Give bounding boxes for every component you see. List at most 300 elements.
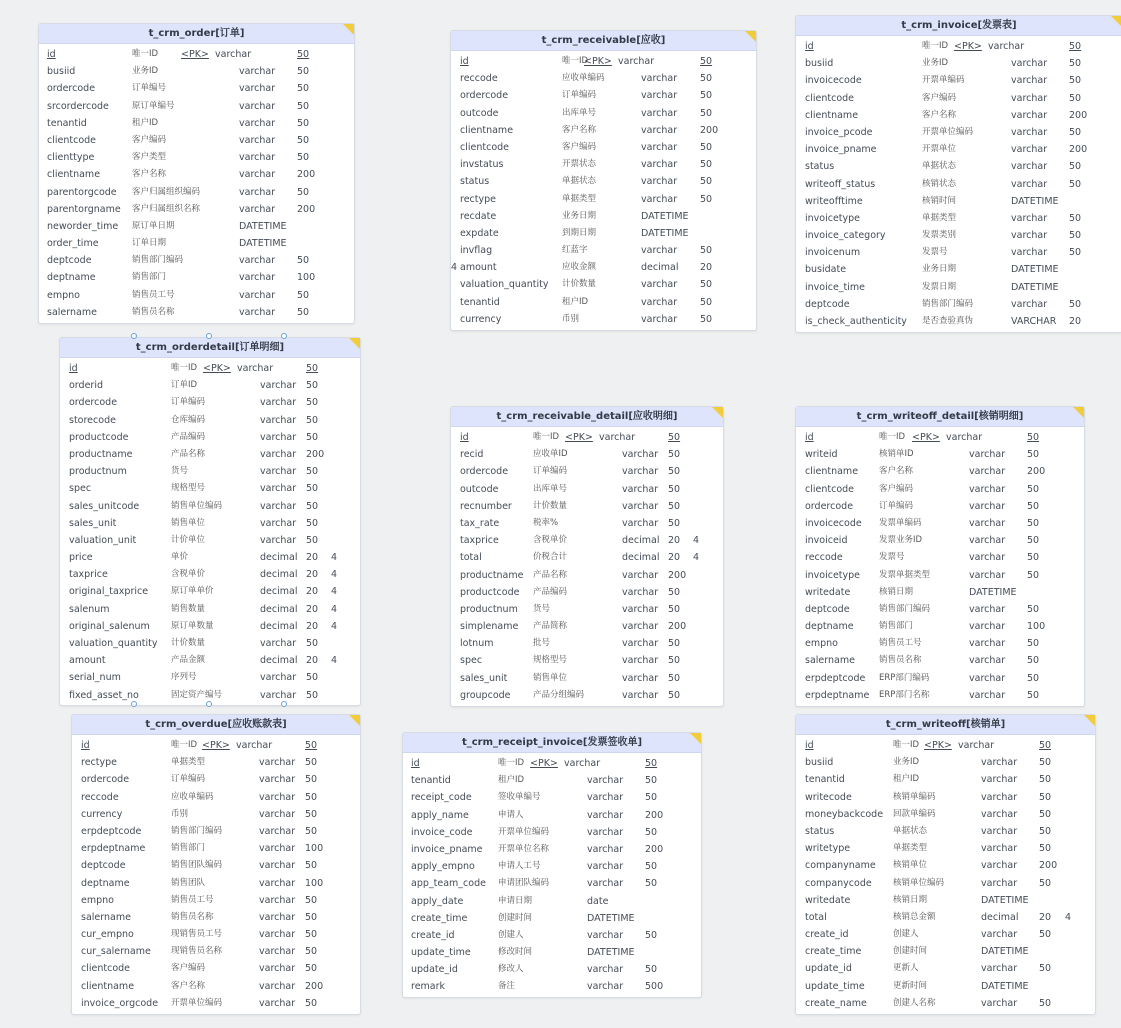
- table-row[interactable]: [72, 806, 360, 823]
- table-row[interactable]: [796, 446, 1084, 463]
- table-row[interactable]: [796, 737, 1095, 754]
- table-row[interactable]: [451, 446, 723, 463]
- table-row[interactable]: [796, 687, 1084, 704]
- table-row[interactable]: [796, 754, 1095, 771]
- table-row[interactable]: [796, 498, 1084, 515]
- table-row[interactable]: [451, 139, 756, 156]
- table-row[interactable]: [60, 566, 360, 583]
- table-row[interactable]: [796, 124, 1121, 141]
- table-row[interactable]: [796, 926, 1095, 943]
- column-name: moneybackcode: [805, 808, 884, 820]
- table-row[interactable]: [39, 252, 354, 269]
- table-t-crm-receipt-invoice[interactable]: [402, 732, 702, 998]
- column-comment: 销售团队: [171, 877, 206, 888]
- table-title[interactable]: [403, 733, 701, 753]
- table-row[interactable]: [796, 806, 1095, 823]
- table-row[interactable]: [451, 105, 756, 122]
- table-row[interactable]: [72, 857, 360, 874]
- table-row[interactable]: [403, 927, 701, 944]
- table-t-crm-overdue[interactable]: [71, 714, 361, 1015]
- table-row[interactable]: [451, 687, 723, 704]
- table-row[interactable]: [72, 840, 360, 857]
- table-row[interactable]: [39, 98, 354, 115]
- table-row[interactable]: [72, 978, 360, 995]
- column-type: varchar: [622, 621, 659, 633]
- column-length: 50: [1027, 638, 1040, 650]
- table-row[interactable]: [39, 149, 354, 166]
- column-name: writeoff_status: [805, 178, 876, 190]
- table-row[interactable]: [796, 892, 1095, 909]
- table-t-crm-orderdetail[interactable]: [59, 337, 361, 706]
- table-row[interactable]: [796, 601, 1084, 618]
- column-length: 50: [305, 997, 318, 1009]
- column-type: varchar: [622, 500, 659, 512]
- table-row[interactable]: [796, 567, 1084, 584]
- table-row[interactable]: [796, 313, 1121, 330]
- table-row[interactable]: [39, 166, 354, 183]
- column-type: varchar: [587, 981, 624, 993]
- column-type: varchar: [259, 946, 296, 958]
- column-length: 50: [668, 500, 681, 512]
- table-row[interactable]: [796, 532, 1084, 549]
- table-row[interactable]: [451, 259, 756, 276]
- table-row[interactable]: [403, 858, 701, 875]
- table-row[interactable]: [451, 122, 756, 139]
- column-name: valuation_quantity: [69, 638, 158, 649]
- column-length: 50: [1039, 843, 1052, 855]
- table-row[interactable]: [451, 173, 756, 190]
- selection-handle-icon[interactable]: [131, 333, 137, 339]
- column-comment: 产品名称: [171, 448, 206, 459]
- column-name: groupcode: [460, 689, 511, 701]
- column-length: 50: [297, 255, 310, 267]
- table-row[interactable]: [796, 261, 1121, 278]
- table-row[interactable]: [403, 944, 701, 961]
- table-row[interactable]: [72, 909, 360, 926]
- column-type: decimal: [260, 569, 298, 581]
- table-row[interactable]: [403, 772, 701, 789]
- table-row[interactable]: [451, 311, 756, 328]
- table-row[interactable]: [60, 446, 360, 463]
- column-length: 50: [668, 466, 681, 478]
- table-row[interactable]: [60, 377, 360, 394]
- column-comment: 应收单编码: [562, 73, 605, 84]
- table-row[interactable]: [451, 515, 723, 532]
- column-length: 100: [297, 272, 316, 284]
- column-type: varchar: [1011, 247, 1048, 259]
- column-comment: 单据类型: [922, 212, 957, 223]
- column-name: update_id: [411, 964, 458, 976]
- table-row[interactable]: [403, 789, 701, 806]
- table-row[interactable]: [796, 107, 1121, 124]
- column-name: create_id: [805, 929, 849, 941]
- column-type: varchar: [981, 877, 1018, 889]
- column-type: varchar: [260, 414, 297, 426]
- table-row[interactable]: [60, 463, 360, 480]
- column-comment: 订单编码: [562, 90, 597, 101]
- table-row[interactable]: [60, 360, 360, 377]
- column-comment: 客户名称: [132, 169, 167, 180]
- column-name: status: [460, 176, 490, 188]
- table-row[interactable]: [796, 279, 1121, 296]
- table-row[interactable]: [796, 618, 1084, 635]
- table-row[interactable]: [60, 429, 360, 446]
- table-row[interactable]: [403, 875, 701, 892]
- column-comment: 规格型号: [533, 655, 568, 666]
- column-name: clientname: [460, 124, 514, 136]
- table-row[interactable]: [796, 549, 1084, 566]
- table-row[interactable]: [60, 532, 360, 549]
- column-length: 200: [668, 569, 687, 581]
- table-row[interactable]: [796, 38, 1121, 55]
- table-row[interactable]: [796, 481, 1084, 498]
- table-row[interactable]: [451, 532, 723, 549]
- table-row[interactable]: [796, 429, 1084, 446]
- column-comment: 单据状态: [893, 825, 928, 836]
- column-type: varchar: [981, 791, 1018, 803]
- column-length: 50: [306, 466, 319, 478]
- table-row[interactable]: [60, 515, 360, 532]
- table-row[interactable]: [60, 652, 360, 669]
- column-name: erpdeptcode: [805, 672, 866, 684]
- column-name: receipt_code: [411, 792, 472, 804]
- column-type: varchar: [239, 83, 276, 95]
- table-row[interactable]: [796, 875, 1095, 892]
- table-row[interactable]: [796, 158, 1121, 175]
- column-type: varchar: [259, 894, 296, 906]
- table-row[interactable]: [451, 670, 723, 687]
- column-type: varchar: [587, 964, 624, 976]
- column-type: DATETIME: [981, 980, 1029, 992]
- table-row[interactable]: [796, 995, 1095, 1012]
- column-comment: 产品编码: [533, 586, 568, 597]
- column-length: 50: [1069, 41, 1082, 52]
- table-row[interactable]: [451, 429, 723, 446]
- table-row[interactable]: [39, 218, 354, 235]
- table-row[interactable]: [39, 269, 354, 286]
- table-row[interactable]: [72, 789, 360, 806]
- column-name: reccode: [805, 552, 843, 564]
- table-t-crm-receivable[interactable]: [450, 30, 757, 331]
- primary-key-marker: <PK>: [584, 56, 612, 67]
- table-row[interactable]: [39, 287, 354, 304]
- table-row[interactable]: [451, 584, 723, 601]
- table-row[interactable]: [796, 210, 1121, 227]
- selection-handle-icon[interactable]: [206, 701, 212, 707]
- column-type: varchar: [260, 500, 297, 512]
- column-type: varchar: [239, 66, 276, 78]
- selection-handle-icon[interactable]: [206, 333, 212, 339]
- table-body: [796, 735, 1095, 1013]
- column-length: 50: [700, 56, 713, 67]
- table-row[interactable]: [451, 549, 723, 566]
- column-length: 50: [700, 245, 713, 257]
- table-row[interactable]: [39, 201, 354, 218]
- column-length: 50: [1027, 517, 1040, 529]
- table-row[interactable]: [796, 670, 1084, 687]
- column-name: taxprice: [69, 569, 108, 581]
- table-row[interactable]: [39, 115, 354, 132]
- column-length: 50: [700, 159, 713, 171]
- table-title[interactable]: [796, 16, 1121, 36]
- table-row[interactable]: [796, 244, 1121, 261]
- table-row[interactable]: [796, 635, 1084, 652]
- column-name: invoice_category: [805, 230, 886, 242]
- table-row[interactable]: [60, 549, 360, 566]
- column-type: varchar: [239, 100, 276, 112]
- column-type: decimal: [260, 655, 298, 667]
- table-row[interactable]: [796, 463, 1084, 480]
- table-row[interactable]: [796, 90, 1121, 107]
- table-row[interactable]: [39, 46, 354, 63]
- table-row[interactable]: [451, 481, 723, 498]
- column-comment: 应收单ID: [533, 449, 568, 460]
- column-comment: 应收金额: [562, 262, 597, 273]
- column-comment: 唯一ID: [132, 49, 159, 59]
- column-comment: 开票状态: [562, 159, 597, 170]
- column-length: 50: [645, 878, 658, 890]
- table-row[interactable]: [403, 755, 701, 772]
- table-row[interactable]: [451, 652, 723, 669]
- column-type: varchar: [641, 90, 678, 102]
- column-type: varchar: [981, 929, 1018, 941]
- table-row[interactable]: [796, 296, 1121, 313]
- table-row[interactable]: [39, 304, 354, 321]
- table-row[interactable]: [39, 235, 354, 252]
- table-row[interactable]: [72, 892, 360, 909]
- table-row[interactable]: [72, 960, 360, 977]
- table-row[interactable]: [451, 156, 756, 173]
- column-name: empno: [47, 289, 80, 301]
- table-row[interactable]: [39, 63, 354, 80]
- table-row[interactable]: [451, 567, 723, 584]
- table-row[interactable]: [60, 412, 360, 429]
- column-type: varchar: [641, 141, 678, 153]
- column-comment: 销售单位: [171, 517, 206, 528]
- column-type: varchar: [641, 245, 678, 257]
- table-row[interactable]: [451, 294, 756, 311]
- column-comment: 开票单位编码: [922, 126, 974, 137]
- table-row[interactable]: [72, 995, 360, 1012]
- table-title[interactable]: [60, 338, 360, 358]
- table-row[interactable]: [796, 227, 1121, 244]
- table-row[interactable]: [796, 55, 1121, 72]
- table-row[interactable]: [451, 463, 723, 480]
- column-length: 50: [1027, 672, 1040, 684]
- column-length: 50: [1039, 963, 1052, 975]
- table-row[interactable]: [451, 191, 756, 208]
- table-t-crm-order[interactable]: [38, 23, 355, 324]
- table-t-crm-invoice[interactable]: [795, 15, 1121, 333]
- table-title[interactable]: [39, 24, 354, 44]
- column-length: 50: [668, 449, 681, 461]
- column-name: id: [805, 432, 814, 443]
- table-row[interactable]: [451, 208, 756, 225]
- table-row[interactable]: [403, 978, 701, 995]
- column-comment: 销售团队编码: [171, 860, 223, 871]
- column-name: original_salenum: [69, 620, 150, 632]
- table-row[interactable]: [796, 584, 1084, 601]
- table-row[interactable]: [796, 193, 1121, 210]
- column-name: fixed_asset_no: [69, 689, 139, 701]
- column-name: update_id: [805, 963, 852, 975]
- column-name: invoicenum: [805, 247, 861, 259]
- table-row[interactable]: [796, 652, 1084, 669]
- column-comment: 订单ID: [171, 380, 198, 391]
- column-name: apply_date: [411, 895, 464, 907]
- table-row[interactable]: [451, 635, 723, 652]
- column-length: 20: [1069, 316, 1082, 327]
- table-row[interactable]: [60, 601, 360, 618]
- column-name: writetype: [805, 843, 851, 855]
- table-row[interactable]: [60, 669, 360, 686]
- table-title[interactable]: [796, 715, 1095, 735]
- table-title[interactable]: [451, 31, 756, 51]
- column-length: 50: [297, 289, 310, 301]
- column-type: varchar: [259, 911, 296, 923]
- column-name: amount: [69, 655, 106, 667]
- table-row[interactable]: [72, 875, 360, 892]
- column-comment: 计价单位: [171, 534, 206, 545]
- column-type: varchar: [239, 117, 276, 129]
- table-row[interactable]: [451, 225, 756, 242]
- table-row[interactable]: [72, 926, 360, 943]
- table-row[interactable]: [403, 841, 701, 858]
- table-row[interactable]: [60, 618, 360, 635]
- selection-handle-icon[interactable]: [281, 333, 287, 339]
- column-type: varchar: [260, 672, 297, 684]
- column-comment: 现销售员工号: [171, 929, 223, 940]
- table-row[interactable]: [451, 70, 756, 87]
- column-name: spec: [460, 655, 483, 667]
- table-row[interactable]: [796, 823, 1095, 840]
- column-type: DATETIME: [981, 946, 1029, 958]
- table-row[interactable]: [451, 601, 723, 618]
- table-row[interactable]: [403, 910, 701, 927]
- column-comment: 客户归属组织编码: [132, 186, 201, 197]
- table-title[interactable]: [72, 715, 360, 735]
- column-type: varchar: [981, 997, 1018, 1009]
- selection-handle-icon[interactable]: [281, 701, 287, 707]
- column-name: create_name: [805, 997, 867, 1009]
- table-row[interactable]: [451, 53, 756, 70]
- table-row[interactable]: [39, 184, 354, 201]
- table-t-crm-writeoff-detail[interactable]: [795, 406, 1085, 707]
- column-type: varchar: [981, 808, 1018, 820]
- table-row[interactable]: [796, 840, 1095, 857]
- column-length: 20: [306, 603, 319, 615]
- column-comment: 销售员工号: [879, 638, 922, 649]
- column-length: 50: [306, 672, 319, 684]
- column-name: simplename: [460, 621, 519, 633]
- table-row[interactable]: [403, 961, 701, 978]
- table-row[interactable]: [60, 583, 360, 600]
- table-title[interactable]: [451, 407, 723, 427]
- column-name: invoicetype: [805, 569, 861, 581]
- table-row[interactable]: [60, 635, 360, 652]
- column-comment: 单价: [171, 552, 189, 563]
- table-row[interactable]: [72, 737, 360, 754]
- table-row[interactable]: [72, 754, 360, 771]
- column-length: 50: [305, 791, 318, 803]
- table-t-crm-writeoff[interactable]: [795, 714, 1096, 1015]
- table-row[interactable]: [796, 857, 1095, 874]
- column-name: ordercode: [47, 83, 96, 95]
- column-comment: 申请人: [498, 809, 524, 820]
- table-body: [60, 358, 360, 705]
- column-type: varchar: [1011, 144, 1048, 156]
- column-name: ordercode: [81, 774, 130, 786]
- column-comment: 销售部门编码: [879, 603, 931, 614]
- selection-handle-icon[interactable]: [131, 701, 137, 707]
- table-row[interactable]: [796, 960, 1095, 977]
- table-row[interactable]: [796, 978, 1095, 995]
- column-type: varchar: [622, 483, 659, 495]
- table-row[interactable]: [451, 276, 756, 293]
- column-length: 50: [297, 117, 310, 129]
- table-row[interactable]: [403, 824, 701, 841]
- column-length: 50: [645, 792, 658, 804]
- table-row[interactable]: [39, 132, 354, 149]
- column-length: 50: [1039, 877, 1052, 889]
- column-length: 50: [1027, 500, 1040, 512]
- table-row[interactable]: [60, 498, 360, 515]
- column-type: varchar: [239, 134, 276, 146]
- column-name: tenantid: [411, 775, 451, 787]
- column-comment: 订单编码: [171, 774, 206, 785]
- table-row[interactable]: [403, 807, 701, 824]
- table-row[interactable]: [451, 87, 756, 104]
- table-row[interactable]: [451, 618, 723, 635]
- column-name: id: [411, 758, 420, 769]
- column-name: invoicecode: [805, 517, 862, 529]
- column-type: varchar: [622, 689, 659, 701]
- table-row[interactable]: [72, 943, 360, 960]
- table-row[interactable]: [796, 943, 1095, 960]
- column-type: varchar: [259, 963, 296, 975]
- table-title[interactable]: [796, 407, 1084, 427]
- column-name: parentorgcode: [47, 186, 117, 198]
- column-comment: 租户ID: [132, 117, 159, 128]
- table-row[interactable]: [796, 909, 1095, 926]
- table-row[interactable]: [796, 515, 1084, 532]
- column-comment: 核销状态: [922, 178, 957, 189]
- column-name: sales_unit: [460, 672, 508, 684]
- column-comment: 批号: [533, 638, 551, 649]
- table-row[interactable]: [796, 72, 1121, 89]
- table-row[interactable]: [39, 80, 354, 97]
- table-row[interactable]: [60, 394, 360, 411]
- column-type: decimal: [622, 535, 660, 547]
- column-comment: 计价数量: [562, 279, 597, 290]
- table-row[interactable]: [796, 789, 1095, 806]
- table-row[interactable]: [451, 498, 723, 515]
- table-row[interactable]: [796, 771, 1095, 788]
- column-length: 50: [700, 141, 713, 153]
- table-t-crm-receivable-detail[interactable]: [450, 406, 724, 707]
- table-row[interactable]: [72, 823, 360, 840]
- table-row[interactable]: [72, 771, 360, 788]
- table-row[interactable]: [796, 176, 1121, 193]
- column-comment: 客户类型: [132, 152, 167, 163]
- column-name: id: [47, 49, 56, 60]
- column-comment: 币别: [171, 808, 189, 819]
- table-row[interactable]: [451, 242, 756, 259]
- table-row[interactable]: [60, 480, 360, 497]
- column-comment: 订单日期: [132, 238, 167, 249]
- table-row[interactable]: [796, 141, 1121, 158]
- table-row[interactable]: [403, 893, 701, 910]
